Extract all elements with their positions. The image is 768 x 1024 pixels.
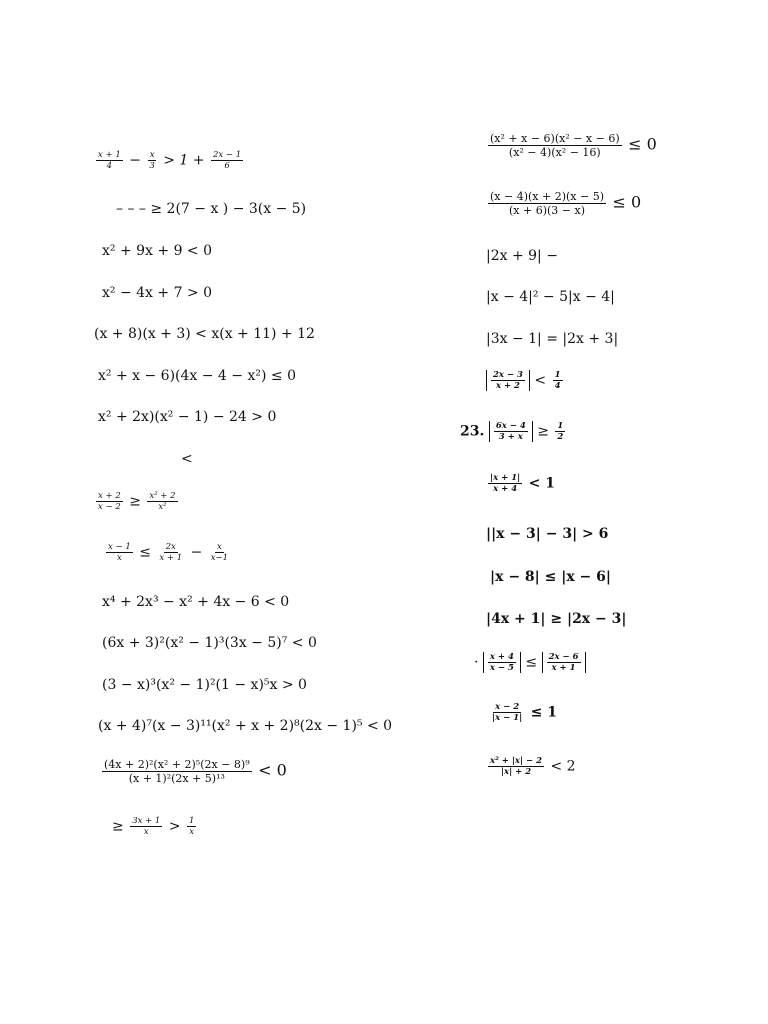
inequality-1: $\frac{x + 1}{4}$ − $\frac{x}{3}$ > 1 + $\frac{2x - 1}{6}$ [98, 150, 242, 171]
inequality-r7: 23. $\frac{6x - 4}{3 + x}$ ≥ $\frac{1}{2}$ [460, 421, 564, 442]
inequality-r10: |x − 8| ≤ |x − 6| [490, 569, 611, 585]
inequality-6: x² + x − 6)(4x − 4 − x²) ≤ 0 [98, 368, 296, 384]
inequality-r6: $\frac{2x - 3}{x + 2}$ < $\frac{1}{4}$ [486, 370, 565, 391]
inequality-3: x² + 9x + 9 < 0 [102, 243, 213, 259]
inequality-r8: $\frac{|x + 1|}{x + 4}$ < 1 [490, 473, 556, 494]
inequality-2: – – – ≥ 2(7 − x ) − 3(x − 5) [116, 201, 307, 217]
inequality-r12: · $\frac{x + 4}{x - 5}$ ≤ $\frac{2x - 6}{x + 1}$ [474, 652, 586, 673]
inequality-12: (6x + 3)²(x² − 1)³(3x − 5)⁷ < 0 [102, 635, 317, 651]
inequality-r9: ||x − 3| − 3| > 6 [486, 526, 609, 542]
inequality-r3: |2x + 9| − [486, 248, 558, 264]
inequality-5: (x + 8)(x + 3) < x(x + 11) + 12 [94, 326, 315, 342]
inequality-10: $\frac{x - 1}{x}$ ≤ $\frac{2x}{x + 1}$ − $\frac{x}{x-1}$ [108, 542, 229, 563]
inequality-15: $\frac{\text{(4x + 2)²(x² + 2)⁵(2x − 8)⁹}}{\text{(x + 1)²(2x + 5)¹³}}$ < 0 [104, 758, 287, 785]
inequality-r13: $\frac{x - 2}{|x - 1|}$ ≤ 1 [492, 702, 558, 723]
inequality-r2: $\frac{(x - 4)(x + 2)(x - 5)}{(x + 6)(3 - x)}$ ≤ 0 [490, 190, 642, 217]
inequality-9: $\frac{x + 2}{x - 2}$ ≥ $\frac{\text{x² + 2}}{\text{x²}}$ [98, 491, 176, 512]
inequality-r4: |x − 4|² − 5|x − 4| [486, 289, 615, 305]
inequality-4: x² − 4x + 7 > 0 [102, 285, 213, 301]
inequality-11: x⁴ + 2x³ − x² + 4x − 6 < 0 [102, 594, 290, 610]
inequality-r1: $\frac{\text{(x² + x − 6)(x² − x − 6)}}{\text{(x² − 4)(x² − 16)}}$ ≤ 0 [490, 132, 657, 159]
inequality-r11: |4x + 1| ≥ |2x − 3| [486, 611, 627, 627]
inequality-14: (x + 4)⁷(x − 3)¹¹(x² + x + 2)⁸(2x − 1)⁵ < 0 [98, 718, 393, 734]
inequality-16: ≥ $\frac{3x + 1}{x}$ > $\frac{1}{x}$ [112, 816, 195, 837]
inequality-13: (3 − x)³(x² − 1)²(1 − x)⁵x > 0 [102, 677, 307, 693]
inequality-r14: $\frac{\text{x² + |x| − 2}}{|x| + 2}$ < 2 [490, 756, 576, 777]
inequality-8: < [181, 451, 193, 467]
item-number: 23. [460, 423, 485, 440]
inequality-r5: |3x − 1| = |2x + 3| [486, 331, 619, 347]
inequality-7: x² + 2x)(x² − 1) − 24 > 0 [98, 409, 277, 425]
